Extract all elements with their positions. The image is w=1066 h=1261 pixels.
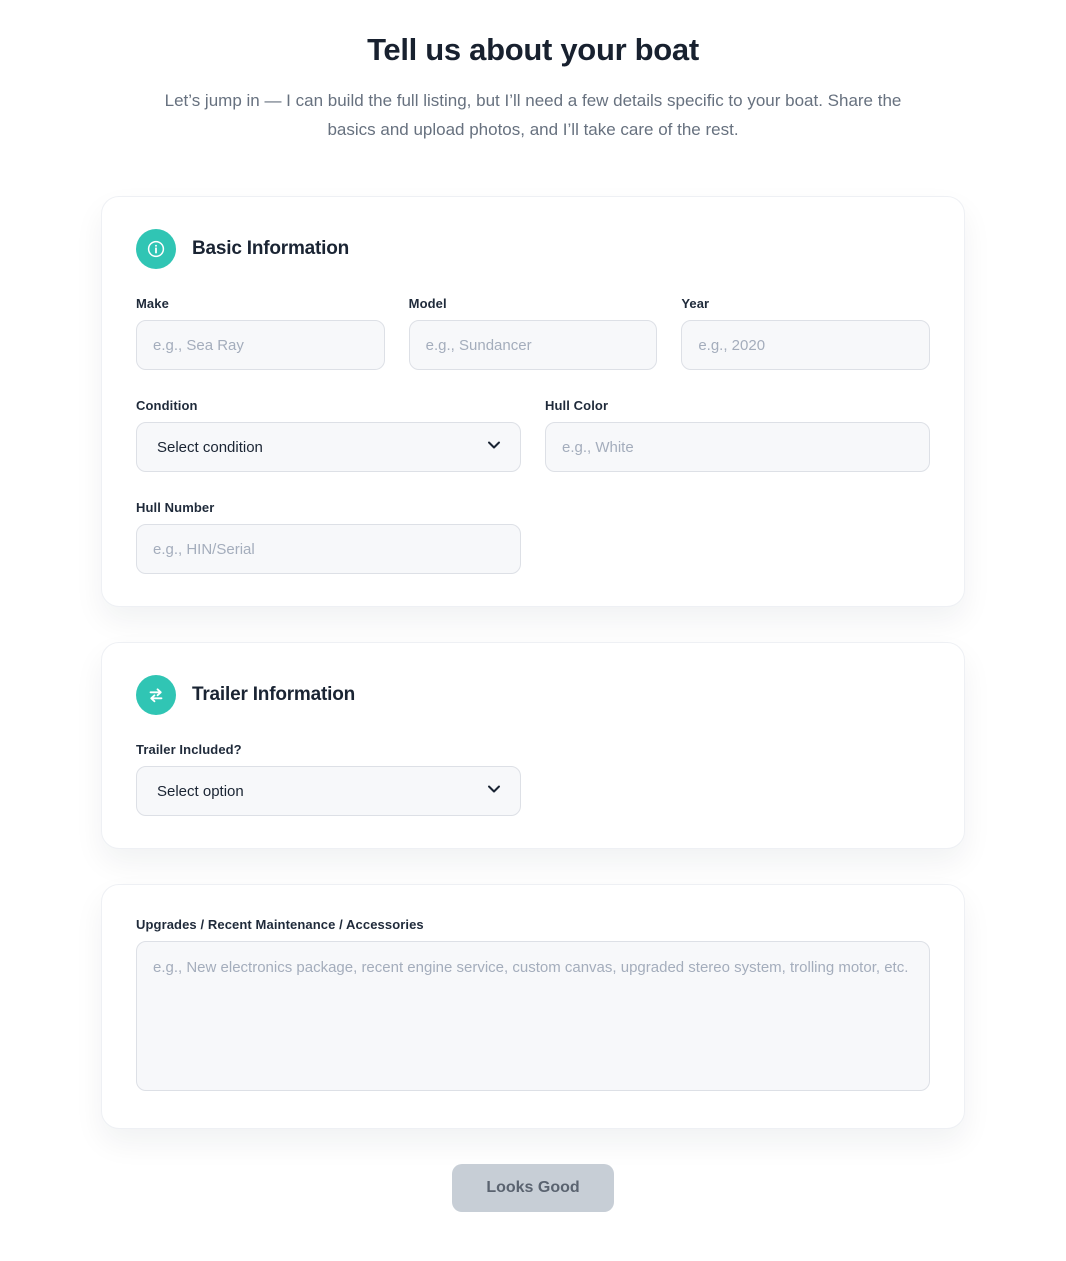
basic-info-row-1 (136, 296, 930, 370)
trailer-row-1 (136, 742, 930, 816)
model-field-group (409, 296, 658, 370)
basic-information-card (101, 196, 965, 607)
year-label: Year (681, 296, 710, 312)
hull-color-label: Hull Color (545, 398, 609, 414)
page-header (0, 0, 1066, 144)
condition-label: Condition (136, 398, 198, 414)
basic-info-row-3 (136, 500, 930, 574)
action-row (101, 1164, 965, 1261)
condition-field-group (136, 398, 521, 472)
looks-good-button[interactable]: Looks Good (452, 1164, 613, 1212)
condition-select-value: Select condition (157, 438, 263, 456)
basic-information-title: Basic Information (192, 238, 350, 260)
model-input[interactable] (409, 320, 658, 370)
swap-icon (136, 675, 176, 715)
basic-info-row-2 (136, 398, 930, 472)
year-field-group (681, 296, 930, 370)
info-icon (136, 229, 176, 269)
trailer-information-card (101, 642, 965, 849)
model-label: Model (408, 296, 447, 312)
upgrades-card (101, 884, 965, 1129)
basic-information-header (136, 229, 930, 269)
hull-number-field-group (136, 500, 521, 574)
hull-number-input[interactable] (136, 524, 521, 574)
hull-color-input[interactable] (545, 422, 930, 472)
trailer-included-select[interactable] (136, 766, 521, 816)
trailer-included-select-value: Select option (157, 782, 244, 800)
chevron-down-icon (484, 435, 504, 460)
page-subtitle: Let’s jump in — I can build the full listing, but I’ll need a few details specific to your boat. Share the basics and upload photos, and I’ll take care of the rest. (164, 91, 902, 140)
form-content (101, 196, 965, 1261)
hull-color-field-group (545, 398, 930, 472)
page-title: Tell us about your boat (367, 32, 699, 67)
trailer-included-field-group (136, 742, 521, 816)
trailer-information-header (136, 675, 930, 715)
condition-select[interactable] (136, 422, 521, 472)
upgrades-label: Upgrades / Recent Maintenance / Accessories (136, 917, 424, 933)
year-input[interactable] (681, 320, 930, 370)
make-field-group (136, 296, 385, 370)
make-label: Make (136, 296, 169, 312)
upgrades-textarea[interactable] (136, 941, 930, 1091)
chevron-down-icon (484, 779, 504, 804)
make-input[interactable] (136, 320, 385, 370)
trailer-included-label: Trailer Included? (136, 742, 242, 758)
trailer-information-title: Trailer Information (192, 684, 356, 706)
hull-number-label: Hull Number (136, 500, 215, 516)
